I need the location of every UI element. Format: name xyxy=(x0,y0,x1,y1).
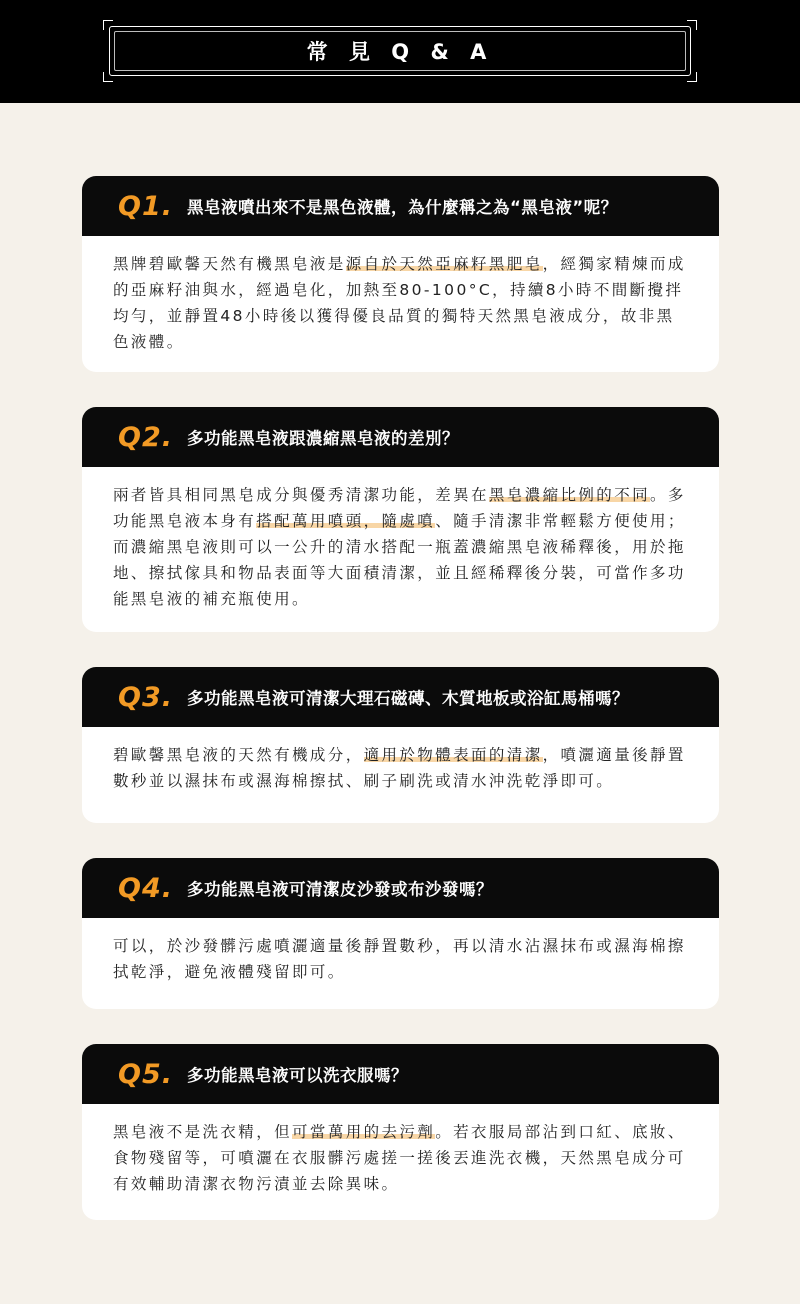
answer-segment: ，噴灑適量後靜置數秒並以濕抹布或濕海棉擦拭、刷子刷洗或清水沖洗乾淨即可。 xyxy=(113,746,686,790)
highlighted-phrase: 黑皂濃縮比例的不同 xyxy=(488,486,651,504)
highlighted-phrase: 可當萬用的去污劑 xyxy=(292,1123,436,1141)
question-number: Q4. xyxy=(118,872,173,904)
question-number: Q5. xyxy=(118,1058,173,1090)
question-bar xyxy=(82,176,719,236)
question-text: 多功能黑皂液可以洗衣服嗎？ xyxy=(187,1066,408,1085)
qa-card-5 xyxy=(82,1044,719,1220)
question-text: 多功能黑皂液跟濃縮黑皂液的差別？ xyxy=(187,429,459,448)
qa-card-2 xyxy=(82,407,719,632)
question-number: Q3. xyxy=(118,681,173,713)
answer-text xyxy=(82,918,719,1003)
answer-segment: 碧歐馨黑皂液的天然有機成分， xyxy=(113,746,364,764)
page-title: 常 見 Q & A xyxy=(306,40,494,64)
question-text: 多功能黑皂液可清潔皮沙發或布沙發嗎？ xyxy=(187,880,493,899)
question-bar xyxy=(82,858,719,918)
question-bar xyxy=(82,667,719,727)
answer-text xyxy=(82,467,719,630)
qa-card-1 xyxy=(82,176,719,372)
question-number: Q1. xyxy=(118,190,173,222)
highlighted-phrase: 適用於物體表面的清潔 xyxy=(363,746,543,764)
answer-text xyxy=(82,1104,719,1215)
title-frame xyxy=(109,26,691,76)
question-text: 多功能黑皂液可清潔大理石磁磚、木質地板或浴缸馬桶嗎？ xyxy=(187,689,629,708)
question-bar xyxy=(82,407,719,467)
qa-card-3 xyxy=(82,667,719,823)
highlighted-phrase: 源自於天然亞麻籽黑肥皂 xyxy=(345,255,543,273)
question-bar xyxy=(82,1044,719,1104)
answer-segment: 黑牌碧歐馨天然有機黑皂液是 xyxy=(113,255,346,273)
highlighted-phrase: 搭配萬用噴頭，隨處噴 xyxy=(256,512,436,530)
qa-card-4 xyxy=(82,858,719,1009)
answer-segment: 黑皂液不是洗衣精，但 xyxy=(113,1123,293,1141)
answer-segment: 。若衣服局部沾到口紅、底妝、食物殘留等，可噴灑在衣服髒污處搓一搓後丟進洗衣機，天然黑皂成分可有效輔助清潔衣物污漬並去除異味。 xyxy=(113,1123,686,1193)
answer-text xyxy=(82,727,719,812)
answer-segment: 兩者皆具相同黑皂成分與優秀清潔功能，差異在 xyxy=(113,486,489,504)
question-text: 黑皂液噴出來不是黑色液體，為什麼稱之為“黑皂液”呢？ xyxy=(187,198,618,217)
answer-segment: 可以，於沙發髒污處噴灑適量後靜置數秒，再以清水沾濕抹布或濕海棉擦拭乾淨，避免液體殘留即可。 xyxy=(113,937,686,981)
answer-text xyxy=(82,236,719,372)
question-number: Q2. xyxy=(118,421,173,453)
answer-segment: ，經獨家精煉而成的亞麻籽油與水，經過皂化，加熱至80-100°C，持續8小時不間斷攪拌均勻，並靜置48小時後以獲得優良品質的獨特天然黑皂液成分，故非黑色液體。 xyxy=(113,255,686,351)
answer-segment: 、隨手清潔非常輕鬆方便使用；而濃縮黑皂液則可以一公升的清水搭配一瓶蓋濃縮黑皂液稀釋後，用於拖地、擦拭傢具和物品表面等大面積清潔，並且經稀釋後分裝，可當作多功能黑皂液的補充瓶使用。 xyxy=(113,512,686,608)
answer-segment: 。多功能黑皂液本身有 xyxy=(113,486,686,530)
header-band xyxy=(0,0,800,103)
